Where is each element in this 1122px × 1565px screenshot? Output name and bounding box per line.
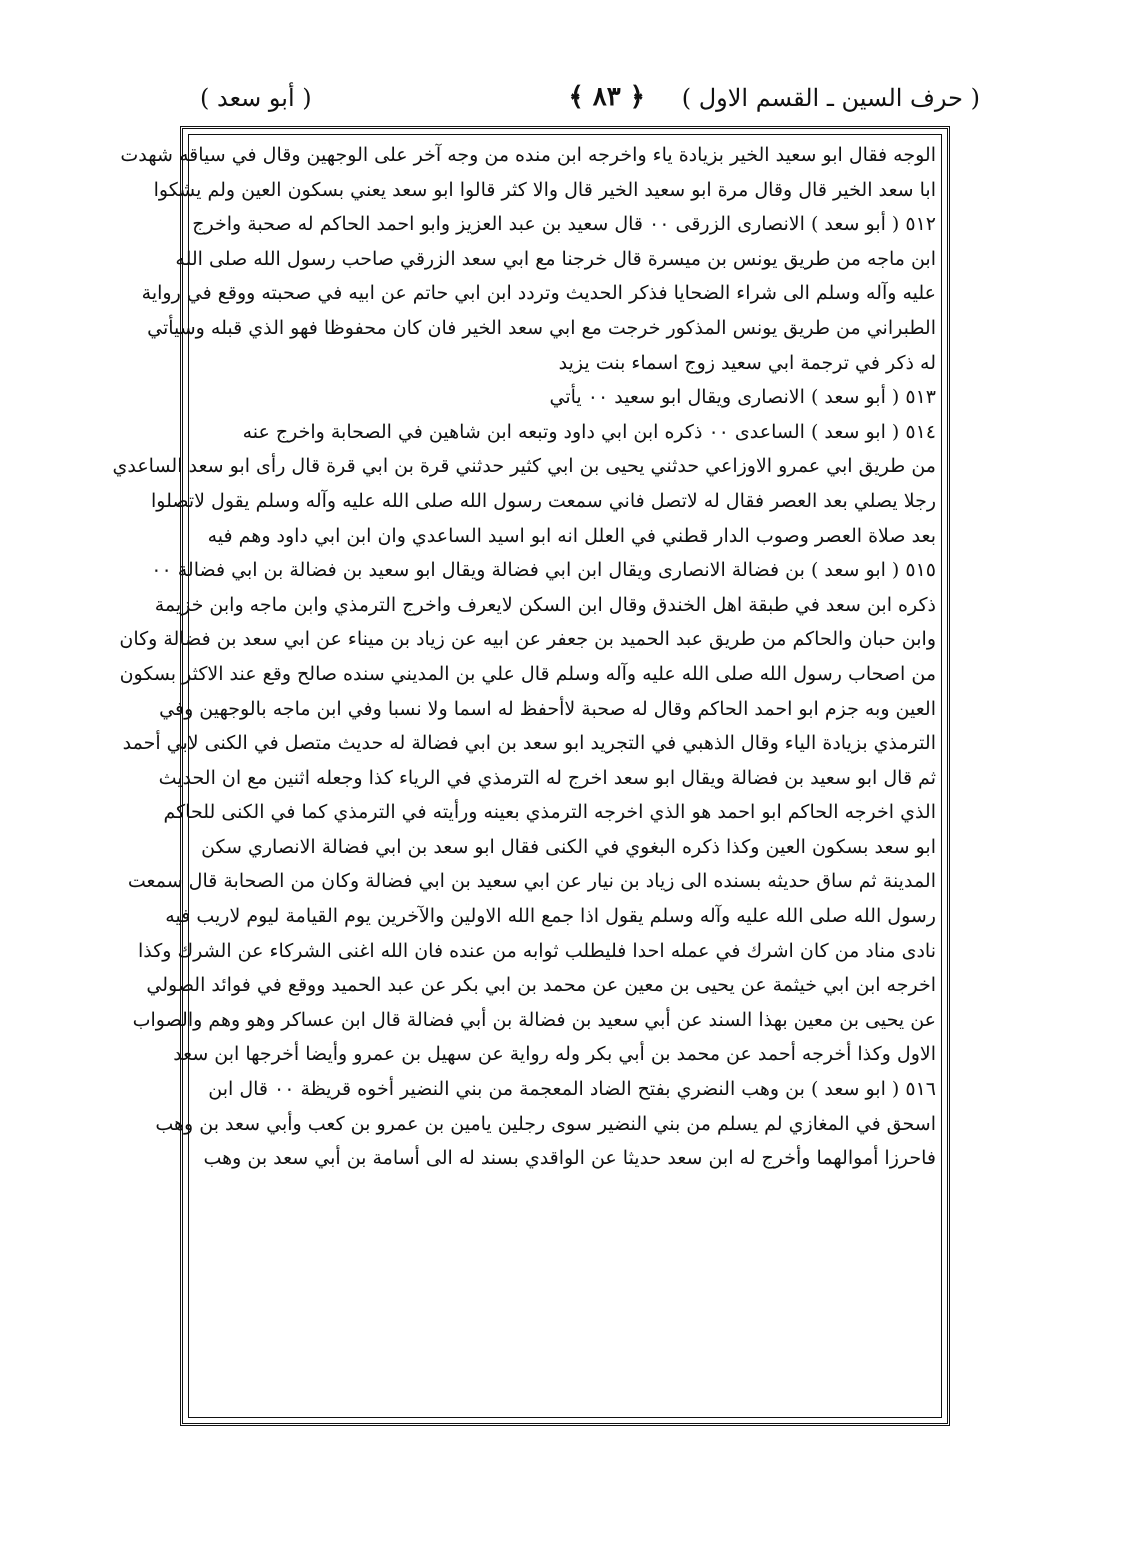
page-number: ﴿ ٨٣ ﴾ [568,82,645,112]
text-line: الذي اخرجه الحاكم ابو احمد هو الذي اخرجه الترمذي بعينه ورأيته في الترمذي كما في الكنى للحاكم [163,801,936,824]
text-line: وابن حبان والحاكم من طريق عبد الحميد بن جعفر عن ابيه عن زياد بن ميناء عن ابي سعد بن فضالة وكان [119,628,936,651]
entry-516-line: ٥١٦ ( ابو سعد ) بن وهب النضري بفتح الضاد المعجمة من بني النضير أخوه قريظة ٠٠ قال ابن [208,1078,936,1101]
text-line: اسحق في المغازي لم يسلم من بني النضير سوى رجلين يامين بن عمرو بن كعب وأبي سعد بن وهب [155,1112,936,1135]
entry-512-line: ٥١٢ ( أبو سعد ) الانصارى الزرقى ٠٠ قال سعيد بن عبد العزيز وابو احمد الحاكم له صحبة واخرج [192,213,936,236]
text-line: المدينة ثم ساق حديثه بسنده الى زياد بن نيار عن ابي سعيد بن ابي فضالة وكان من الصحابة قال سمعت [127,870,936,893]
entry-513-line: ٥١٣ ( أبو سعد ) الانصارى ويقال ابو سعيد ٠٠ يأتي [549,386,936,409]
text-line: ابا سعد الخير قال وقال مرة ابو سعيد الخير قال والا كثر قالوا ابو سعد يعني بسكون العين ولم يشكوا [153,178,936,201]
text-line: عليه وآله وسلم الى شراء الضحايا فذكر الحديث وتردد ابن ابي حاتم عن ابيه في صحبته ووقع في رواية [141,282,936,305]
text-line: عن يحيى بن معين بهذا السند عن أبي سعيد بن فضالة بن أبي فضالة قال ابن عساكر وهو وهم والصواب [132,1008,936,1031]
text-line: له ذكر في ترجمة ابي سعيد زوج اسماء بنت يزيد [558,351,936,374]
text-line: بعد صلاة العصر وصوب الدار قطني في العلل انه ابو اسيد الساعدي وان ابن ابي داود وهم فيه [207,524,936,547]
entry-heading: ( أبو سعد ) [200,84,312,112]
page-header [190,80,990,120]
text-line: نادى مناد من كان اشرك في عمله احدا فليطلب ثوابه من عنده فان الله اغنى الشركاء عن الشرك وكذا [137,939,936,962]
entry-514-line: ٥١٤ ( ابو سعد ) الساعدى ٠٠ ذكره ابن ابي داود وتبعه ابن شاهين في الصحابة واخرج عنه [242,420,936,443]
body-text [112,138,936,1176]
section-heading: ( حرف السين ـ القسم الاول ) [681,84,980,112]
text-line: من طريق ابي عمرو الاوزاعي حدثني يحيى بن ابي كثير حدثني قرة بن ابي قرة قال رأى ابو سعد الساعدي [112,455,936,478]
text-line: ذكره ابن سعد في طبقة اهل الخندق وقال ابن السكن لايعرف واخرج الترمذي وابن ماجه وابن خزيمة [154,593,936,616]
text-line: ثم قال ابو سعيد بن فضالة ويقال ابو سعد اخرج له الترمذي في الرياء كذا وجعله اثنين مع ان الحديث [158,766,936,789]
text-line: رسول الله صلى الله عليه وآله وسلم يقول اذا جمع الله الاولين والآخرين يوم القيامة ليوم لاريب فيه [165,905,936,928]
text-line: الاول وكذا أخرجه أحمد عن محمد بن أبي بكر وله رواية عن سهيل بن عمرو وأيضا أخرجها ابن سعد [173,1043,936,1066]
text-line: اخرجه ابن ابي خيثمة عن يحيى بن معين عن محمد بن ابي بكر عن عبد الحميد ووقع في فوائد الصولي [146,974,936,997]
text-line: الترمذي بزيادة الياء وقال الذهبي في التجريد ابو سعد بن ابي فضالة له حديث متصل في الكنى لابي أحمد [122,732,936,755]
text-line: ابو سعد بسكون العين وكذا ذكره البغوي في الكنى فقال ابو سعد بن ابي فضالة الانصاري سكن [201,835,936,858]
text-line: رجلا يصلي بعد العصر فقال له لاتصل فاني سمعت رسول الله صلى الله عليه وآله وسلم يقول لاتصلوا [151,489,936,512]
text-line: الطبراني من طريق يونس المذكور خرجت مع ابي سعد الخير فان كان محفوظا فهو الذي قبله وسيأتي [147,316,936,339]
entry-515-line: ٥١٥ ( ابو سعد ) بن فضالة الانصارى ويقال ابن ابي فضالة ويقال ابو سعيد بن فضالة بن ابي فضالة ٠٠ [151,559,936,582]
text-line: من اصحاب رسول الله صلى الله عليه وآله وسلم قال علي بن المديني سنده صالح وقع عند الاكثر بسكون [119,662,936,685]
text-line: العين وبه جزم ابو احمد الحاكم وقال له صحبة لاأحفظ له اسما ولا نسبا وفي ابن ماجه بالوجهين وفي [159,697,936,720]
text-line: فاحرزا أموالهما وأخرج له ابن سعد حديثا عن الواقدي بسند له الى أسامة بن أبي سعد بن وهب [203,1147,936,1170]
text-line: ابن ماجه من طريق يونس بن ميسرة قال خرجنا مع ابي سعد الزرقي صاحب رسول الله صلى الله [175,247,936,270]
text-line: الوجه فقال ابو سعيد الخير بزيادة ياء واخرجه ابن منده من وجه آخر على الوجهين وقال في سياقه شهدت [120,144,936,166]
